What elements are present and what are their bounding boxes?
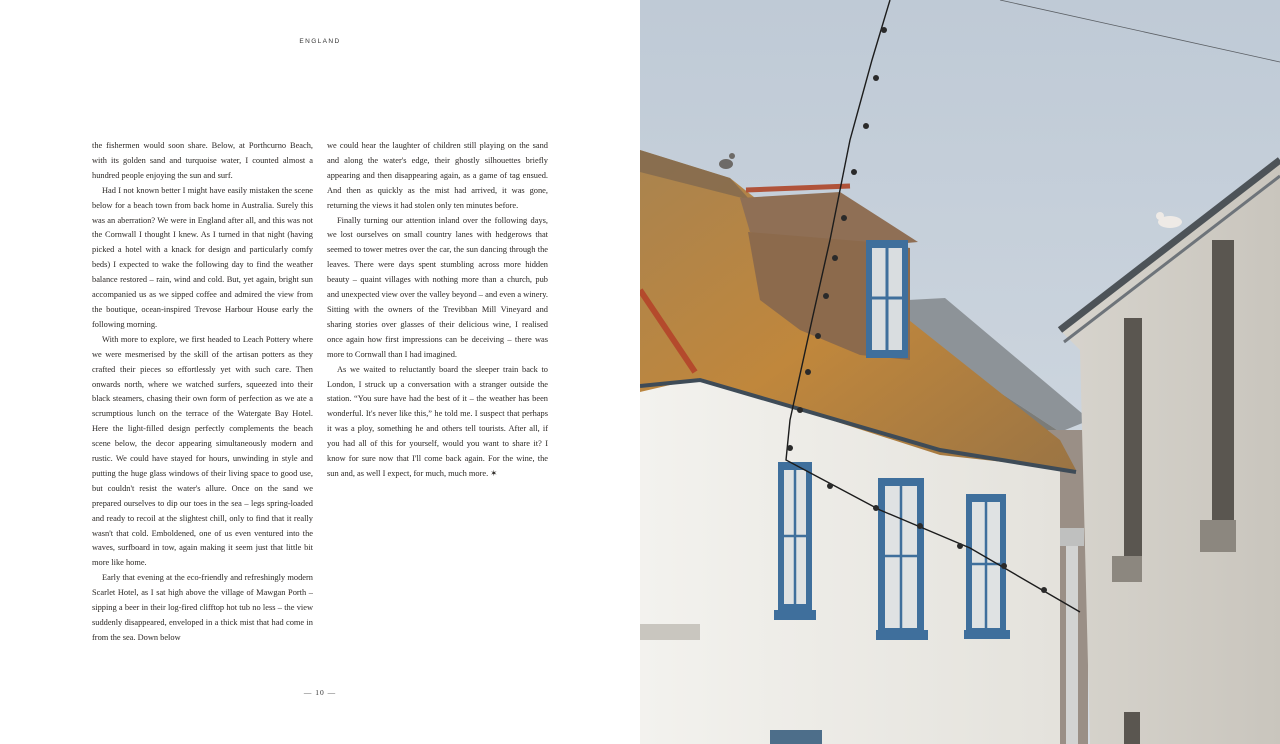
photo-illustration <box>640 0 1280 744</box>
paragraph: Early that evening at the eco-friendly and refreshingly modern Scarlet Hotel, as I sat high above the village of Mawgan Porth – sipping a beer in their log-fired clifftop hot tub no less – the view suddenly disappeared, enveloped in a thick mist that had come in from the sea. Down below <box>92 573 313 642</box>
text-column-1 <box>92 139 313 646</box>
paragraph: we could hear the laughter of children still playing on the sand and along the water's edge, their ghostly silhouettes briefly appearing and then disappearing again, as a game of tag ensued. And then as quickly as the mist had arrived, it was gone, returning the views it had stolen only ten minutes before. <box>327 141 548 210</box>
paragraph: With more to explore, we first headed to Leach Pottery where we were mesmerised by the skill of the artisan potters as they crafted their pieces so effortlessly yet with such care. Then onwards north, where we watched surfers, squeezed into their black steamers, chasing their own form of perfection as we ate a scrumptious lunch on the terrace of the Watergate Bay Hotel. Here the light-filled design perfectly complements the beach scene below, the decor appearing simultaneously modern and rustic. We could have stayed for hours, unwinding in style and putting the huge glass windows of their living space to good use, but couldn't resist the water's allure. Once on the sand we prepared ourselves to dip our toes in the sea – legs spring-loaded and ready to recoil at the slightest chill, only to find that it really wasn't that cold. Emboldened, one of us even ventured into the waves, surfboard in tow, again making it seem just that little bit more like home. <box>92 334 313 568</box>
paragraph: the fishermen would soon share. Below, at Porthcurno Beach, with its golden sand and turquoise water, I counted almost a hundred people enjoying the sun and surf. <box>92 141 313 180</box>
pigeon <box>719 159 733 169</box>
downpipe <box>1066 540 1078 744</box>
window-left <box>774 462 816 620</box>
running-head: ENGLAND <box>299 38 341 45</box>
page-number: — 10 — <box>303 688 337 697</box>
window-middle <box>876 478 928 640</box>
cornish-cottage-photo <box>640 0 1280 744</box>
paragraph: Had I not known better I might have easily mistaken the scene below for a beach town from back home in Australia. Surely this was an aberration? We were in England after all, and this was not the Cornwall I thought I knew. As I turned in that night (having picked a hotel with a knack for design and particularly comfy beds) I expected to wake the following day to find the weather balance restored – rain, wind and cold. But, yet again, bright sun accompanied us as we sipped coffee and admired the view from the boutique, ocean-inspired Trevose Harbour House early the following morning. <box>92 185 313 329</box>
paragraph: Finally turning our attention inland over the following days, we lost ourselves on small country lanes with hedgerows that seemed to tower metres over the car, the sun dancing through the leaves. There were days spent stumbling across more hidden beauty – quaint villages with nothing more than a church, pub and unexpected view over the valley beyond – and even a winery. Sitting with the owners of the Trevibban Mill Vineyard and sharing stories over glasses of their delicious wine, I realised once again how first impressions can be deceiving – there was more to Cornwall than I had imagined. <box>327 215 548 359</box>
text-column-2 <box>327 139 548 482</box>
paragraph: As we waited to reluctantly board the sleeper train back to London, I struck up a conversation with a stranger outside the station. “You sure have had the best of it – the weather has been wonderful. It's never like this,” he told me. I suspect that perhaps it was a ploy, something he and others tell tourists. After all, if you had all of this for yourself, would you want to share it? I know for sure now that I'll come back again. For the wine, the sun and, as well I expect, for much, much more. ✶ <box>327 364 548 478</box>
